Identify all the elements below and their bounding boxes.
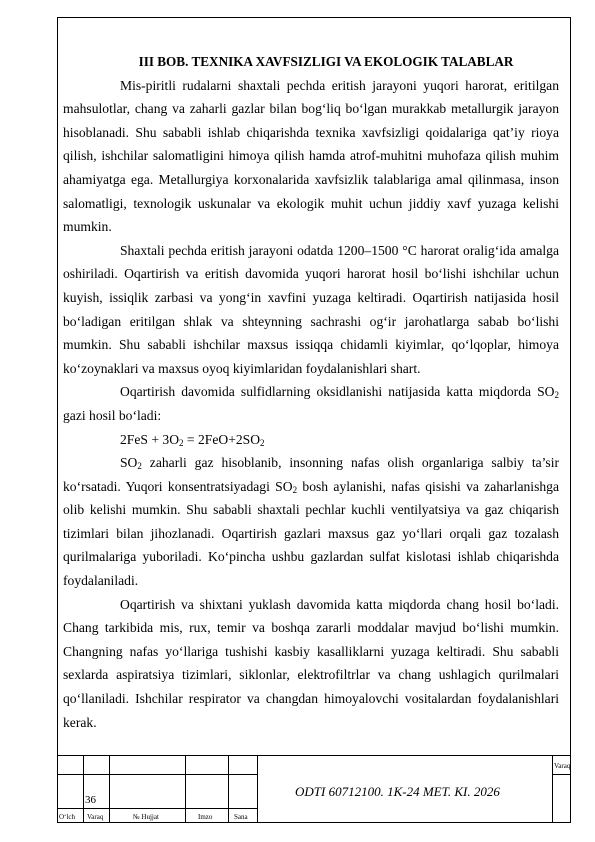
document-body xyxy=(63,50,559,734)
title-block xyxy=(57,755,571,823)
section-heading: III BOB. TEXNIKA XAVFSIZLIGI VA EKOLOGIK TALABLAR xyxy=(138,54,514,69)
paragraph-5: Oqartirish va shixtani yuklash davomida katta miqdorda chang hosil bo‘ladi. Chang tarkibida mis, rux, temir va boshqa zararli moddalar mavjud bo‘lishi mumkin. Changning nafas yo‘llariga tushishi kasbiy kasalliklarni yuzaga keltiradi. Shu sababli sexlarda aspiratsiya tizimlari, siklonlar, elektrofiltrlar va chang ushlagich qurilmalari qo‘llaniladi. Ishchilar respirator va changdan himoyalovchi vositalardan foydalanishlari kerak. xyxy=(63,596,559,730)
col-label-varaq: Varaq xyxy=(87,813,104,821)
paragraph-2: Shaxtali pechda eritish jarayoni odatda 1200–1500 °C harorat oralig‘ida amalga oshiriladi. Oqartirish va eritish davomida yuqori harorat hosil bo‘lishi ishchilar uchun kuyish, issiqlik zarbasi va yong‘in xavfini yuzaga keltiradi. Oqartirish natijasida hosil bo‘ladigan eritilgan shlak va shteynning sachrashi og‘ir jarohatlarga sabab bo‘lishi mumkin. Shu sababli ishchilar maxsus issiqqa chidamli kiyimlar, qo‘lqoplar, himoya ko‘zoynaklari va maxsus oyoq kiyimlaridan foydalanishlari shart. xyxy=(63,242,559,376)
page-number: 36 xyxy=(85,794,96,806)
paragraph-1: Mis-piritli rudalarni shaxtali pechda eritish jarayoni yuqori harorat, eritilgan mahsulotlar, chang va zaharli gazlar bilan bog‘liq bo‘lgan murakkab metallurgik jarayon hisoblanadi. Shu sababli ishlab chiqarishda texnika xavfsizligi qoidalariga qat’iy rioya qilish, ishchilar salomatligini himoya qilish hamda atrof-muhitni muhofaza qilish muhim ahamiyatga ega. Metallurgiya korxonalarida xavfsizlik talablariga amal qilinmasa, inson salomatligi, texnologik uskunalar va ekologik muhit uchun jiddiy xavf yuzaga kelishi mumkin. xyxy=(63,77,559,235)
reaction-formula: $2FeS + 3O_2 = 2FeO+2SO_2$ xyxy=(120,431,265,448)
paragraph-3: Oqartirish davomida sulfidlarning oksidlanishi natijasida katta miqdorda $SO_2$ gazi hosil bo‘ladi: xyxy=(63,384,559,423)
col-label-hujjat: № Hujjat xyxy=(133,813,159,821)
varaq-label-right: Varaq xyxy=(554,762,571,770)
document-code: ODTI 60712100. 1K-24 MET. KI. 2026 xyxy=(295,784,500,799)
col-label-sana: Sana xyxy=(234,813,248,821)
col-label-imzo: Imzo xyxy=(198,813,213,821)
paragraph-4: $SO_2$ zaharli gaz hisoblanib, insonning nafas olish organlariga salbiy ta’sir ko‘rsatadi. Yuqori konsentratsiyadagi $SO_2$ bosh aylanishi, nafas qisishi va zaharlanishga olib kelishi mumkin. Shu sababli shaxtali pechlar kuchli ventilyatsiya va gaz chiqarish tizimlari bilan jihozlanadi. Oqartirish gazlari maxsus gaz yo‘llari orqali gaz tozalash qurilmalariga yuboriladi. Ko‘pincha ushbu gazlardan sulfat kislotasi ishlab chiqarishda foydalaniladi. xyxy=(63,455,559,589)
col-label-olch: O‘lch xyxy=(59,813,75,821)
